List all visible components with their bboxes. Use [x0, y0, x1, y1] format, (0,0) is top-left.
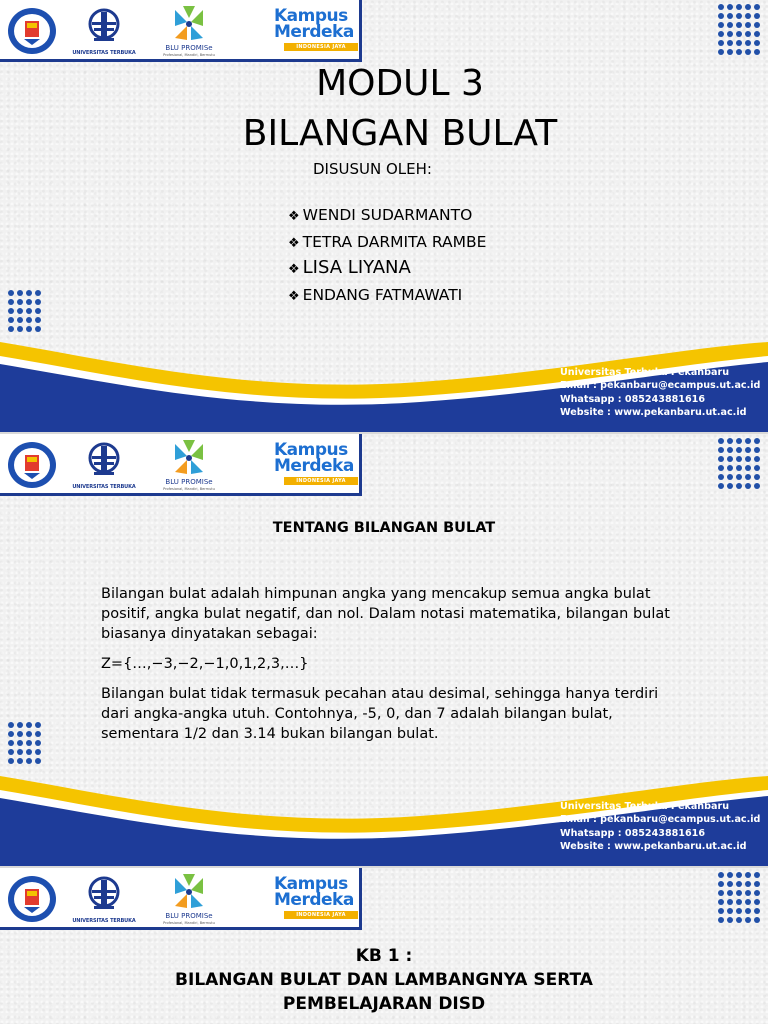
logo-bar: [0, 434, 362, 496]
kampus-text: Kampus: [274, 6, 348, 26]
blu-label: BLU PROMISe: [165, 44, 213, 52]
indonesia-jaya-band: INDONESIA JAYA: [284, 911, 358, 919]
ut-emblem-icon: [6, 440, 58, 490]
footer-wave: [0, 342, 768, 432]
contact-info: Universitas Terbuka Pekanbaru Email : pekanbaru@ecampus.ut.ac.id Whatsapp : 085243881616 Website : www.pekanbaru.ut.ac.id: [560, 801, 761, 852]
footer-wave: [0, 776, 768, 866]
ut-emblem-icon: [6, 6, 58, 56]
indonesia-jaya-band: INDONESIA JAYA: [284, 43, 358, 51]
kampus-text: Kampus: [274, 874, 348, 894]
diamond-bullet-icon: ❖: [288, 209, 300, 224]
section-body: [101, 584, 671, 754]
blu-sub: Profesional, Mandiri, Bermutu: [163, 487, 215, 491]
blu-promise-logo: [158, 438, 220, 492]
formula: Z={…,−3,−2,−1,0,1,2,3,…}: [101, 656, 309, 672]
logo-bar: [0, 868, 362, 930]
author-list: [288, 202, 486, 308]
author-item: ❖ TETRA DARMITA RAMBE: [288, 232, 487, 251]
blu-sub: Profesional, Mandiri, Bermutu: [163, 53, 215, 57]
slide-2: [0, 434, 768, 866]
decor-dots-right-icon: [718, 4, 760, 55]
section-heading: TENTANG BILANGAN BULAT: [272, 520, 496, 536]
decor-dots-right-icon: [718, 872, 760, 923]
univ-label: UNIVERSITAS TERBUKA: [72, 50, 136, 56]
universitas-terbuka-logo: [72, 874, 136, 924]
slide-1: [0, 0, 768, 432]
paragraph: Bilangan bulat tidak termasuk pecahan atau desimal, sehingga hanya terdiri dari angka-angka utuh. Contohnya, -5, 0, dan 7 adalah bilangan bulat, sementara 1/2 dan 3.14 bukan bilangan bulat.: [101, 686, 659, 742]
universitas-terbuka-logo: [72, 6, 136, 56]
slide-3: [0, 868, 768, 1024]
ut-emblem-icon: [6, 874, 58, 924]
diamond-bullet-icon: ❖: [288, 235, 300, 251]
kampus-merdeka-logo: [272, 440, 360, 492]
compiled-by-label: DISUSUN OLEH:: [313, 160, 432, 178]
blu-sub: Profesional, Mandiri, Bermutu: [163, 921, 215, 925]
kampus-text: Kampus: [274, 440, 348, 460]
merdeka-text: Merdeka: [274, 890, 354, 910]
diamond-bullet-icon: ❖: [288, 288, 300, 304]
indonesia-jaya-band: INDONESIA JAYA: [284, 477, 358, 485]
decor-dots-right-icon: [718, 438, 760, 489]
diamond-bullet-icon: ❖: [288, 262, 300, 277]
author-item: ❖ WENDI SUDARMANTO: [288, 206, 473, 224]
author-item: ❖ LISA LIYANA: [288, 257, 411, 278]
module-subject-title: BILANGAN BULAT: [242, 113, 558, 154]
blu-promise-logo: [158, 872, 220, 926]
decor-dots-left-icon: [8, 290, 41, 332]
kb-heading: KB 1 : BILANGAN BULAT DAN LAMBANGNYA SERTA PEMBELAJARAN DISD: [175, 946, 593, 1014]
blu-label: BLU PROMISe: [165, 478, 213, 486]
blu-promise-logo: [158, 4, 220, 58]
universitas-terbuka-logo: [72, 440, 136, 490]
contact-info: Universitas Terbuka Pekanbaru Email : pekanbaru@ecampus.ut.ac.id Whatsapp : 085243881616 Website : www.pekanbaru.ut.ac.id: [560, 367, 761, 418]
paragraph: Bilangan bulat adalah himpunan angka yang mencakup semua angka bulat positif, angka bulat negatif, dan nol. Dalam notasi matematika, bilangan bulat biasanya dinyatakan sebagai:: [101, 586, 670, 642]
kampus-merdeka-logo: [272, 874, 360, 926]
blu-label: BLU PROMISe: [165, 912, 213, 920]
module-title: MODUL 3: [316, 63, 484, 104]
merdeka-text: Merdeka: [274, 22, 354, 42]
univ-label: UNIVERSITAS TERBUKA: [72, 484, 136, 490]
logo-bar: [0, 0, 362, 62]
kampus-merdeka-logo: [272, 6, 360, 58]
univ-label: UNIVERSITAS TERBUKA: [72, 918, 136, 924]
decor-dots-left-icon: [8, 722, 41, 764]
author-item: ❖ ENDANG FATMAWATI: [288, 285, 463, 304]
merdeka-text: Merdeka: [274, 456, 354, 476]
